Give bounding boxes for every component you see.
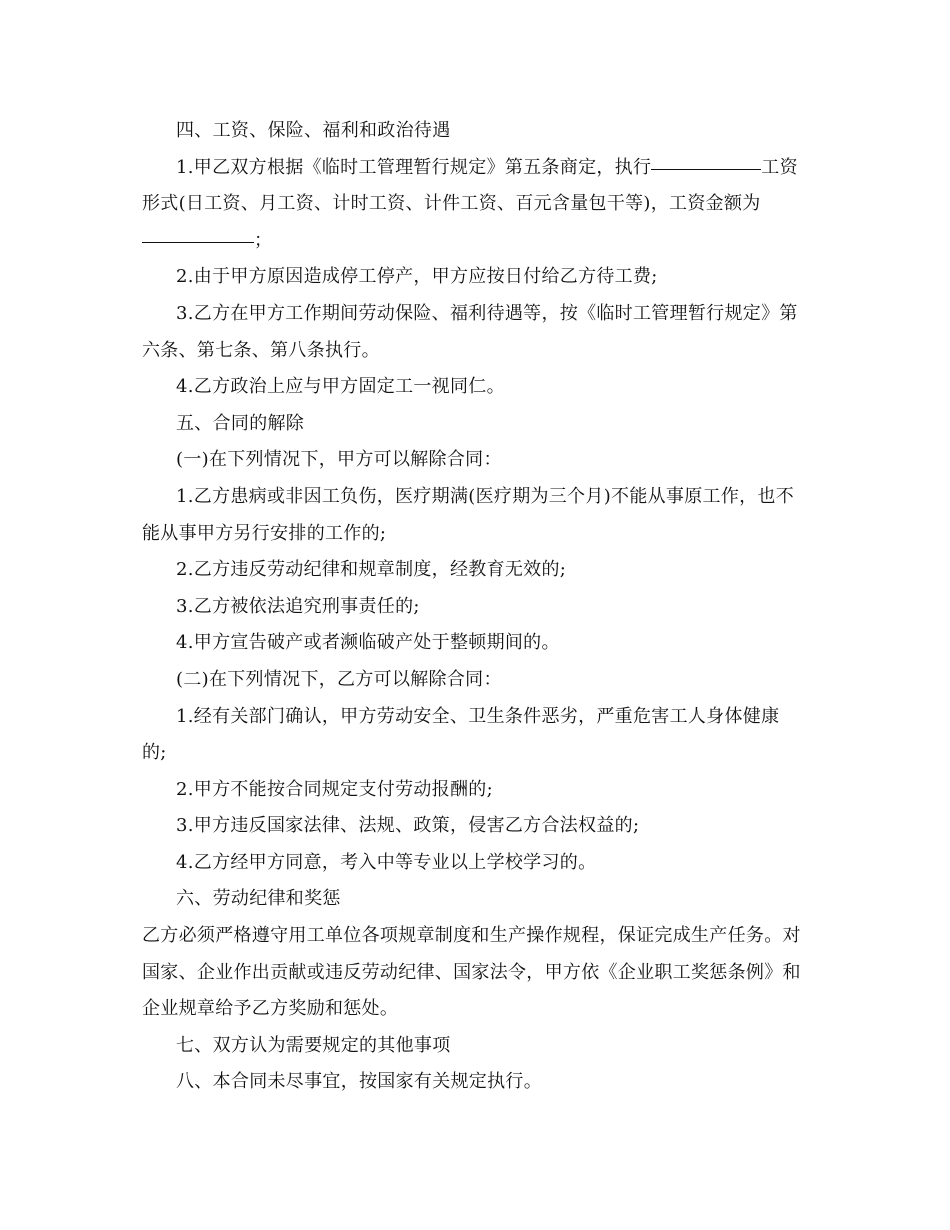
wage-form-blank xyxy=(651,168,761,170)
section-4-heading: 四、工资、保险、福利和政治待遇 xyxy=(176,120,451,141)
section-7-heading: 七、双方认为需要规定的其他事项 xyxy=(176,1034,451,1056)
section-5-1-clause-3: 3.乙方被依法追究刑事责任的; xyxy=(176,595,420,617)
section-5-2-clause-4: 4.乙方经甲方同意，考入中等专业以上学校学习的。 xyxy=(176,851,597,873)
section-4-clause-4: 4.乙方政治上应与甲方固定工一视同仁。 xyxy=(176,376,505,398)
section-4-clause-1 xyxy=(142,150,802,260)
section-4-clause-2: 2.由于甲方原因造成停工停产，甲方应按日付给乙方待工费; xyxy=(176,266,658,288)
section-5-1-clause-4: 4.甲方宣告破产或者濒临破产处于整顿期间的。 xyxy=(176,632,560,654)
section-5-1-clause-2: 2.乙方违反劳动纪律和规章制度，经教育无效的; xyxy=(176,559,567,581)
section-5-heading: 五、合同的解除 xyxy=(176,412,305,434)
section-5-2-clause-3: 3.甲方违反国家法律、法规、政策，侵害乙方合法权益的; xyxy=(176,815,640,837)
section-5-subheading-2: (二)在下列情况下，乙方可以解除合同： xyxy=(176,668,502,690)
section-4-clause-3: 3.乙方在甲方工作期间劳动保险、福利待遇等，按《临时工管理暂行规定》第六条、第七条、第八条执行。 xyxy=(142,302,798,361)
clause-text: 1.甲乙双方根据《临时工管理暂行规定》第五条商定，执行 xyxy=(176,156,652,178)
section-5-2-clause-1: 1.经有关部门确认，甲方劳动安全、卫生条件恶劣，严重危害工人身体健康的; xyxy=(142,705,780,764)
section-6-heading: 六、劳动纪律和奖惩 xyxy=(176,888,341,910)
section-5-subheading-1: (一)在下列情况下，甲方可以解除合同： xyxy=(176,449,502,471)
clause-text: 工资形式(日工资、月工资、计时工资、计件工资、百元含量包干等)，工资金额为 xyxy=(142,156,798,215)
section-8-heading: 八、本合同未尽事宜，按国家有关规定执行。 xyxy=(176,1071,542,1093)
section-6-paragraph: 乙方必须严格遵守用工单位各项规章制度和生产操作规程，保证完成生产任务。对国家、企业作出贡献或违反劳动纪律、国家法令，甲方依《企业职工奖惩条例》和企业规章给予乙方奖励和惩处。 xyxy=(142,925,801,1020)
section-5-1-clause-1: 1.乙方患病或非因工负伤，医疗期满(医疗期为三个月)不能从事原工作，也不能从事甲方另行安排的工作的; xyxy=(142,485,795,544)
section-5-2-clause-2: 2.甲方不能按合同规定支付劳动报酬的; xyxy=(176,778,493,800)
wage-amount-blank xyxy=(142,241,254,243)
clause-text: ； xyxy=(254,229,273,251)
document-body xyxy=(142,113,802,1101)
